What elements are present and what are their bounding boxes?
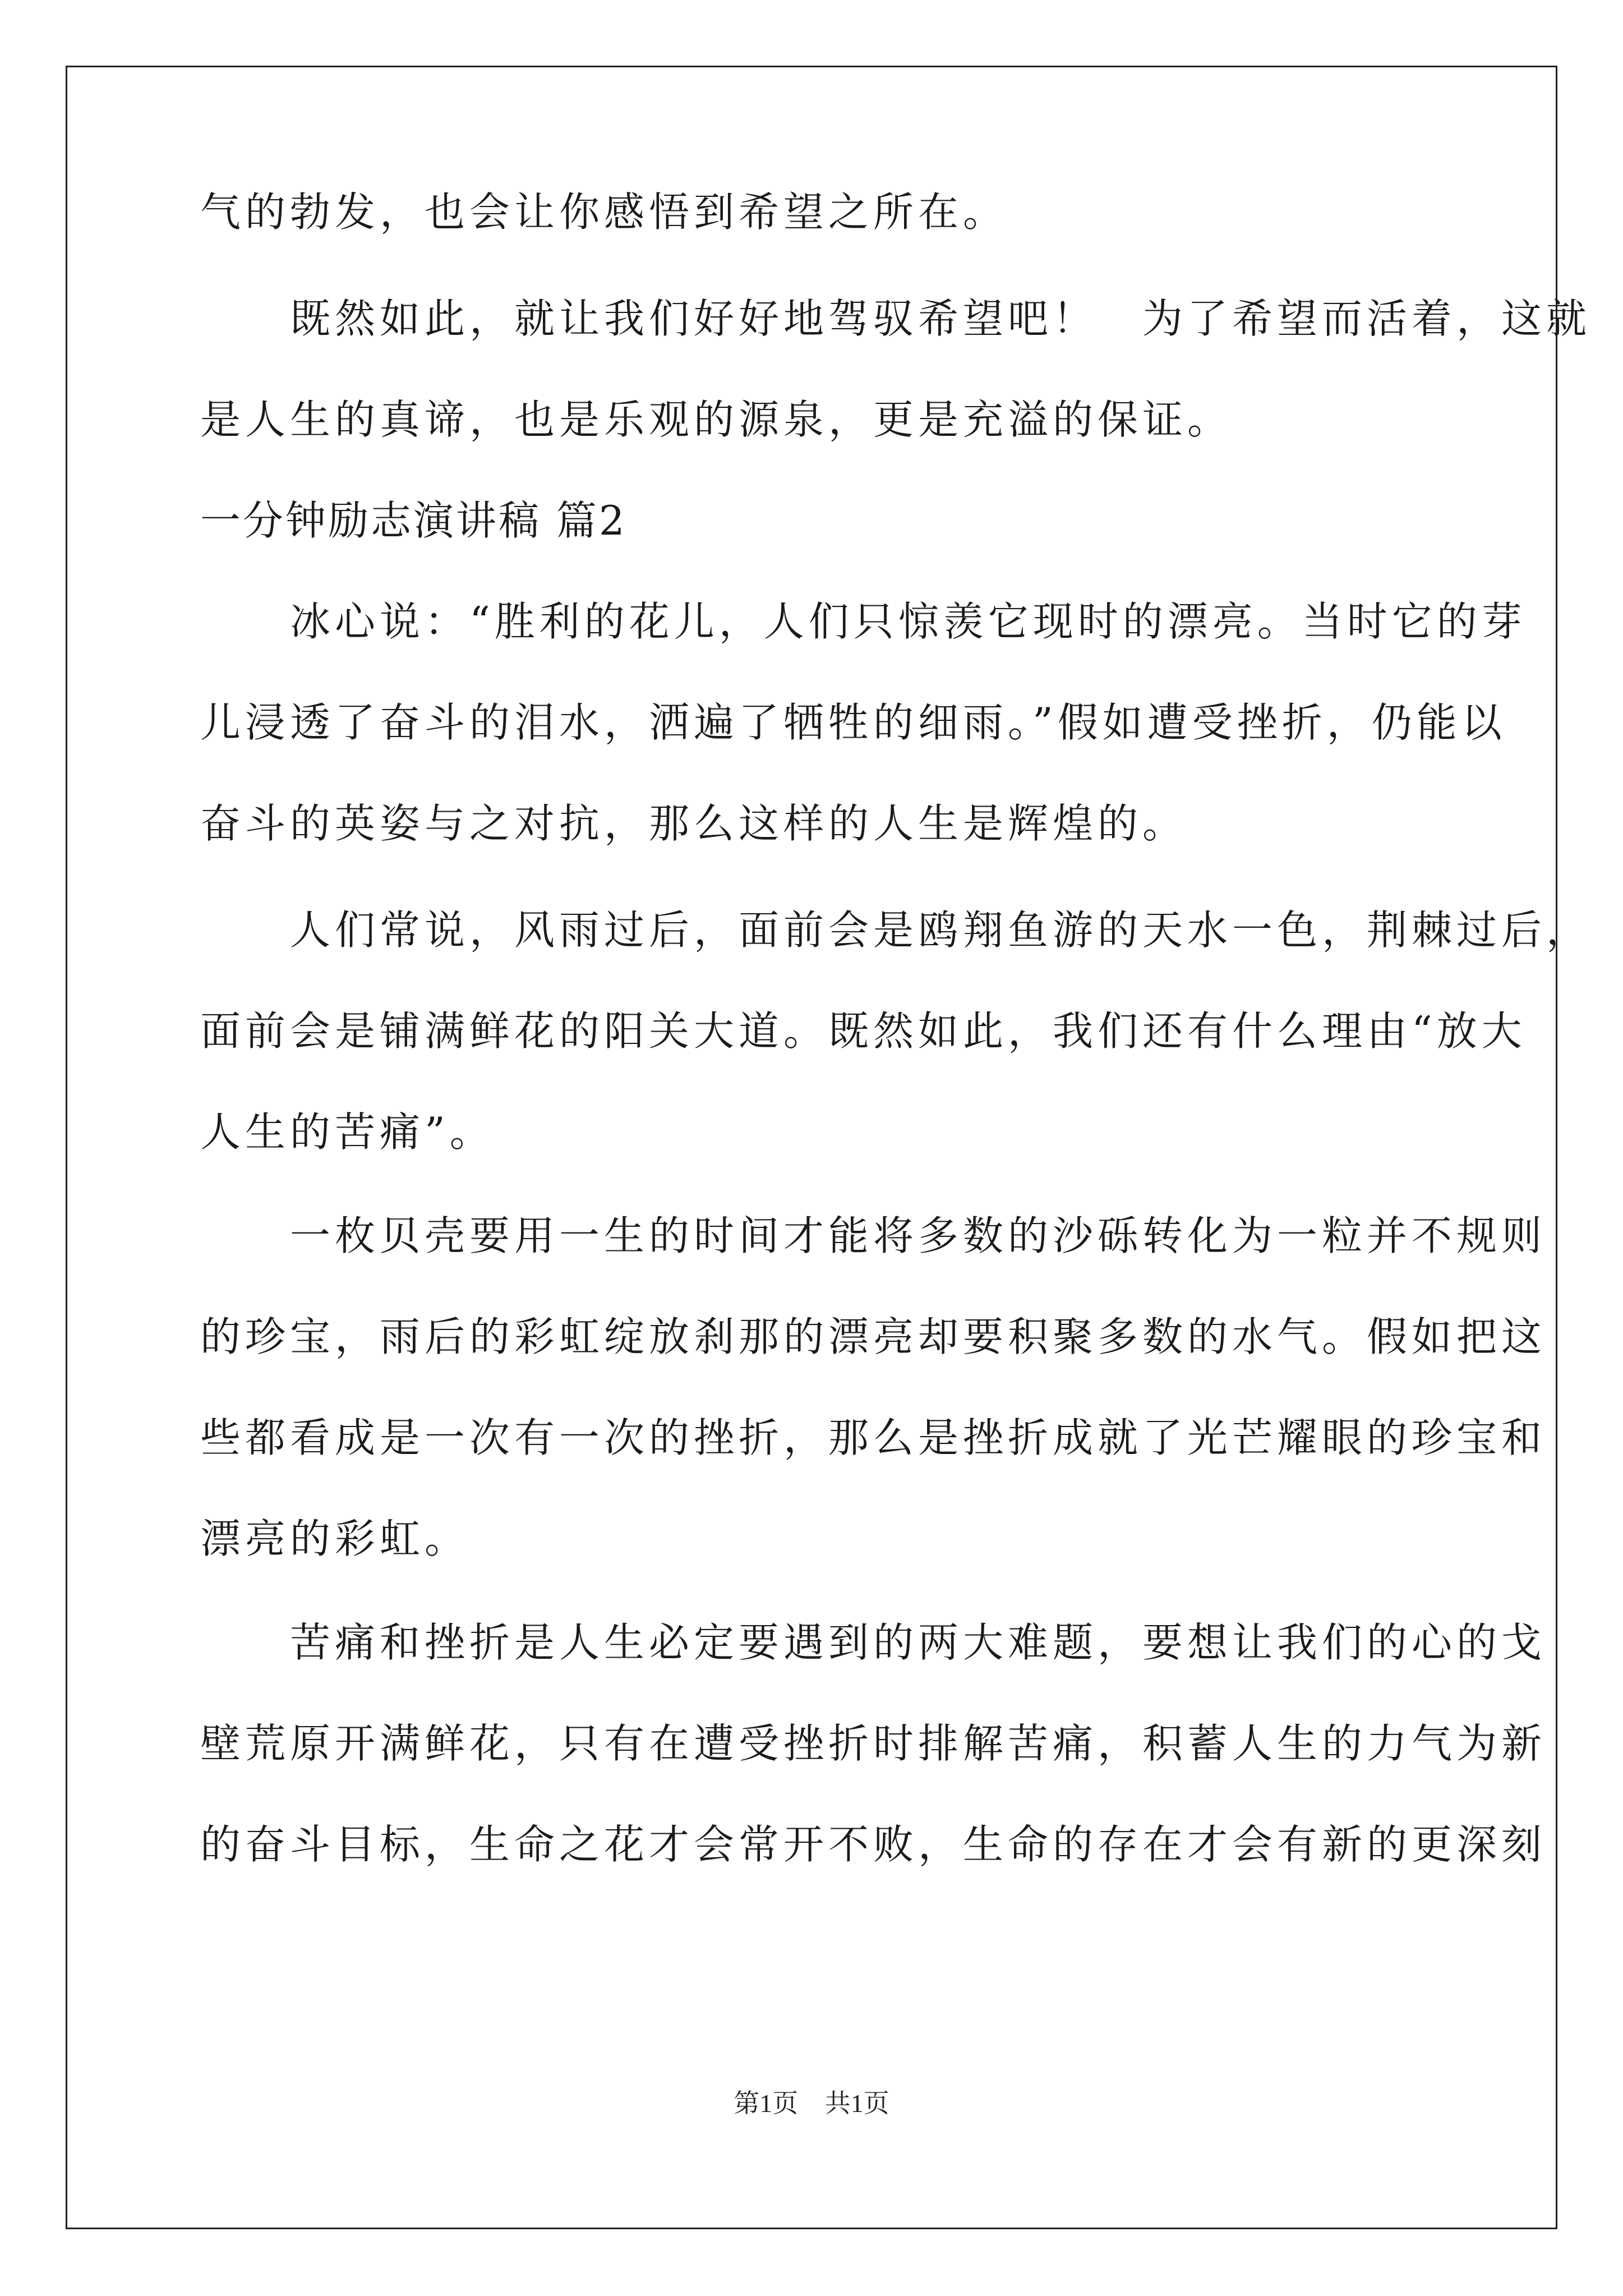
text-line: 冰心说：“胜利的花儿，人们只惊羡它现时的漂亮。当时它的芽 — [200, 598, 1527, 645]
page-footer — [0, 2087, 1623, 2120]
text-line: 既然如此，就让我们好好地驾驭希望吧！ 为了希望而活着，这就 — [200, 295, 1592, 342]
text-line: 壁荒原开满鲜花，只有在遭受挫折时排解苦痛，积蓄人生的力气为新 — [200, 1720, 1547, 1767]
text-line: 气的勃发，也会让你感悟到希望之所在。 — [200, 188, 1008, 236]
text-line: 些都看成是一次有一次的挫折，那么是挫折成就了光芒耀眼的珍宝和 — [200, 1414, 1547, 1461]
text-line: 人们常说，风雨过后，面前会是鸥翔鱼游的天水一色，荆棘过后， — [200, 907, 1592, 954]
text-line: 的奋斗目标，生命之花才会常开不败，生命的存在才会有新的更深刻 — [200, 1821, 1547, 1868]
text-line: 人生的苦痛”。 — [200, 1108, 495, 1156]
text-line: 奋斗的英姿与之对抗，那么这样的人生是辉煌的。 — [200, 800, 1188, 847]
text-line: 苦痛和挫折是人生必定要遇到的两大难题，要想让我们的心的戈 — [200, 1619, 1547, 1666]
page-total: 共1页 — [824, 2089, 889, 2118]
text-line: 漂亮的彩虹。 — [200, 1515, 470, 1562]
text-line: 儿浸透了奋斗的泪水，洒遍了牺牲的细雨。”假如遭受挫折，仍能以 — [200, 699, 1506, 746]
section-heading: 一分钟励志演讲稿 篇2 — [200, 497, 627, 544]
page-number: 第1页 — [734, 2089, 799, 2118]
text-line: 面前会是铺满鲜花的阳关大道。既然如此，我们还有什么理由“放大 — [200, 1007, 1527, 1055]
text-line: 是人生的真谛，也是乐观的源泉，更是充溢的保证。 — [200, 396, 1233, 443]
text-line: 的珍宝，雨后的彩虹绽放刹那的漂亮却要积聚多数的水气。假如把这 — [200, 1313, 1547, 1360]
text-line: 一枚贝壳要用一生的时间才能将多数的沙砾转化为一粒并不规则 — [200, 1212, 1547, 1259]
